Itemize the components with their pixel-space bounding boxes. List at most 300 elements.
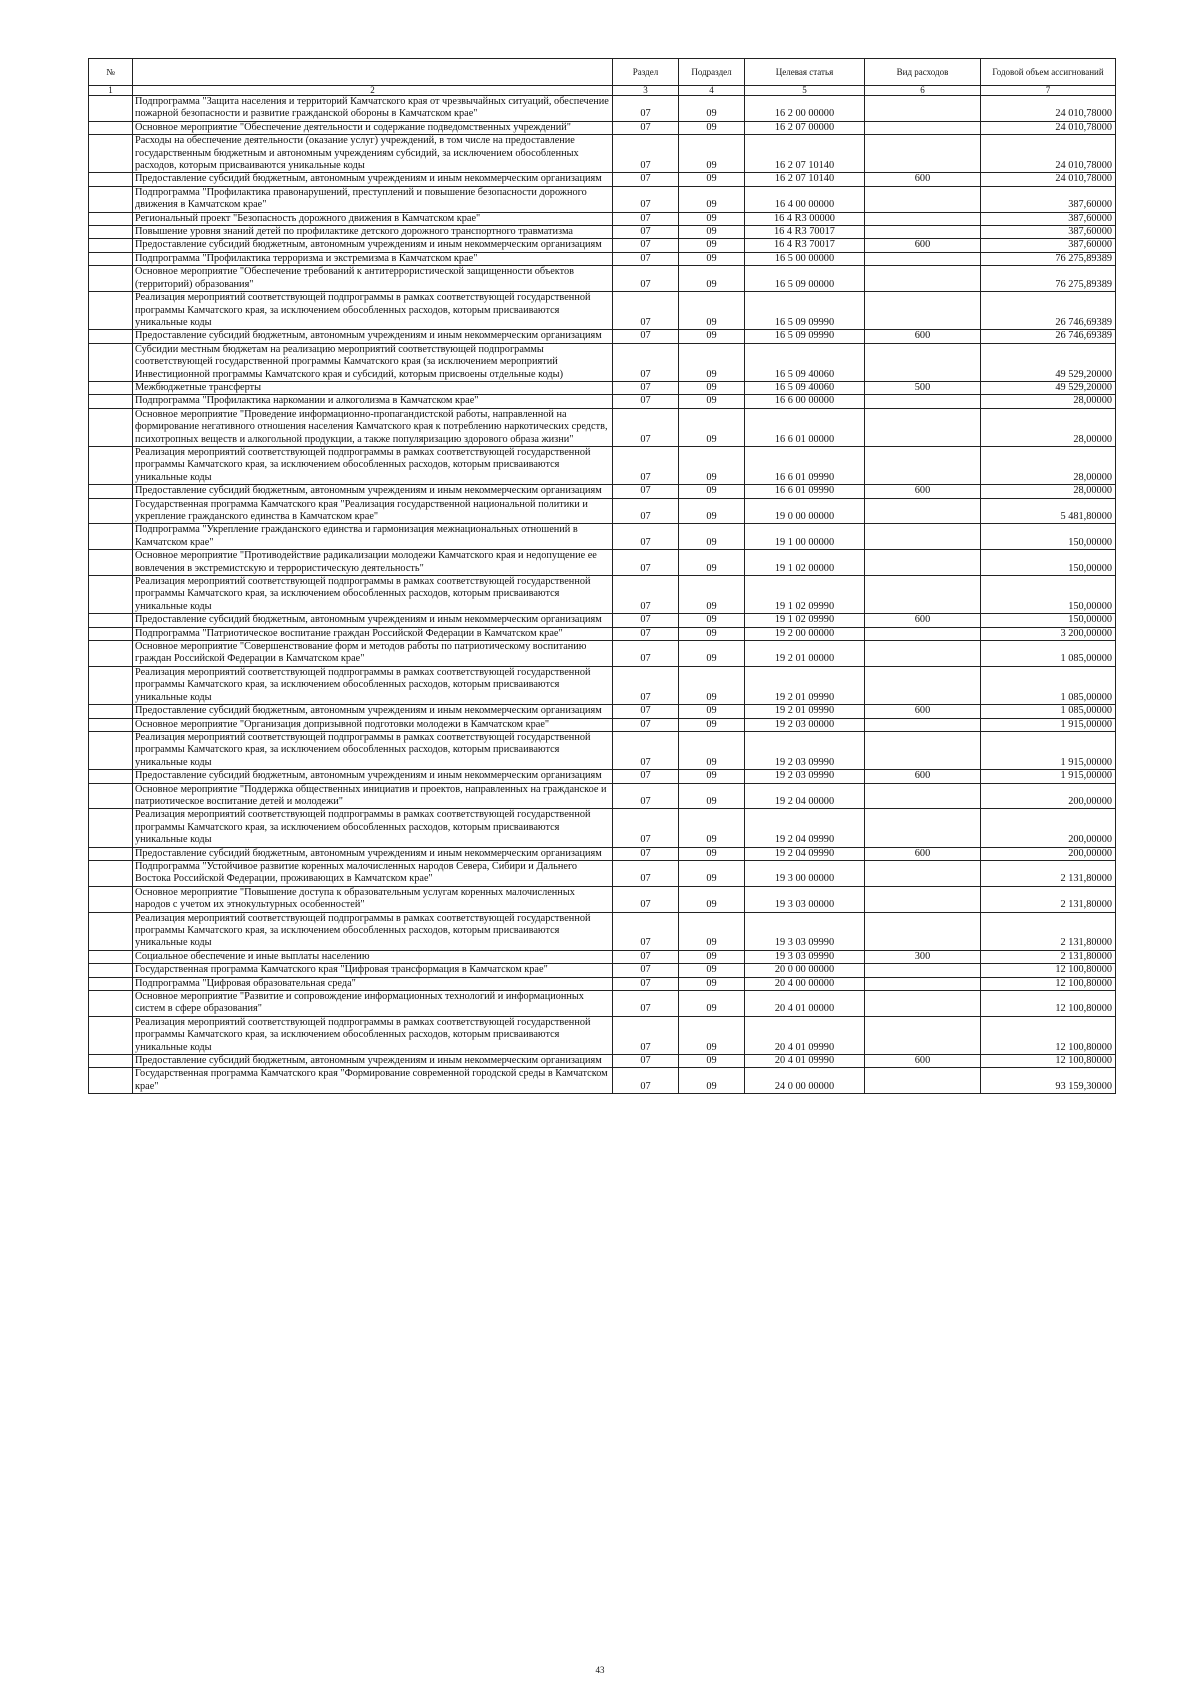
row-number-cell — [89, 627, 133, 640]
header-name — [133, 59, 613, 86]
row-target-cell: 20 0 00 00000 — [745, 964, 865, 977]
row-razdel-cell: 07 — [613, 239, 679, 252]
row-razdel-cell: 07 — [613, 576, 679, 614]
row-target-cell: 16 4 R3 70017 — [745, 239, 865, 252]
row-razdel-cell: 07 — [613, 212, 679, 225]
row-number-cell — [89, 964, 133, 977]
row-razdel-cell: 07 — [613, 330, 679, 343]
row-name-cell: Региональный проект "Безопасность дорожного движения в Камчатском крае" — [133, 212, 613, 225]
row-vid-cell — [865, 395, 981, 408]
row-amount-cell: 387,60000 — [981, 226, 1116, 239]
table-row — [89, 524, 1116, 550]
row-podrazdel-cell: 09 — [679, 1016, 745, 1054]
row-target-cell: 16 2 07 10140 — [745, 135, 865, 173]
row-amount-cell: 1 915,00000 — [981, 731, 1116, 769]
row-amount-cell: 200,00000 — [981, 783, 1116, 809]
row-razdel-cell: 07 — [613, 498, 679, 524]
header-vid: Вид расходов — [865, 59, 981, 86]
row-amount-cell: 3 200,00000 — [981, 627, 1116, 640]
header-razdel: Раздел — [613, 59, 679, 86]
row-vid-cell — [865, 266, 981, 292]
row-target-cell: 19 3 00 00000 — [745, 860, 865, 886]
row-podrazdel-cell: 09 — [679, 524, 745, 550]
row-vid-cell: 600 — [865, 1055, 981, 1068]
row-vid-cell — [865, 252, 981, 265]
row-name-cell: Повышение уровня знаний детей по профилактике детского дорожного транспортного травматизма — [133, 226, 613, 239]
row-podrazdel-cell: 09 — [679, 343, 745, 381]
column-number: 6 — [865, 86, 981, 96]
row-vid-cell — [865, 627, 981, 640]
row-razdel-cell: 07 — [613, 395, 679, 408]
table-row — [89, 783, 1116, 809]
row-podrazdel-cell: 09 — [679, 212, 745, 225]
row-razdel-cell: 07 — [613, 1068, 679, 1094]
table-row — [89, 991, 1116, 1017]
row-razdel-cell: 07 — [613, 292, 679, 330]
row-vid-cell — [865, 212, 981, 225]
row-target-cell: 16 2 07 10140 — [745, 173, 865, 186]
row-name-cell: Предоставление субсидий бюджетным, автономным учреждениям и иным некоммерческим организациям — [133, 173, 613, 186]
row-razdel-cell: 07 — [613, 485, 679, 498]
row-target-cell: 19 2 01 09990 — [745, 705, 865, 718]
row-target-cell: 24 0 00 00000 — [745, 1068, 865, 1094]
row-number-cell — [89, 783, 133, 809]
document-page — [88, 58, 1115, 1094]
row-target-cell: 16 5 09 00000 — [745, 266, 865, 292]
row-podrazdel-cell: 09 — [679, 666, 745, 704]
row-target-cell: 19 1 02 09990 — [745, 614, 865, 627]
row-number-cell — [89, 991, 133, 1017]
row-number-cell — [89, 485, 133, 498]
row-name-cell: Реализация мероприятий соответствующей подпрограммы в рамках соответствующей государственной программы Камчатского края, за исключением обособленных расходов, которым присваиваются уникальные коды — [133, 731, 613, 769]
row-number-cell — [89, 809, 133, 847]
row-razdel-cell: 07 — [613, 783, 679, 809]
row-number-cell — [89, 252, 133, 265]
row-name-cell: Предоставление субсидий бюджетным, автономным учреждениям и иным некоммерческим организациям — [133, 705, 613, 718]
row-vid-cell — [865, 550, 981, 576]
row-razdel-cell: 07 — [613, 446, 679, 484]
row-vid-cell — [865, 576, 981, 614]
table-row — [89, 343, 1116, 381]
table-row — [89, 1055, 1116, 1068]
row-vid-cell — [865, 446, 981, 484]
table-row — [89, 550, 1116, 576]
table-row — [89, 860, 1116, 886]
row-razdel-cell: 07 — [613, 977, 679, 990]
row-target-cell: 16 4 00 00000 — [745, 186, 865, 212]
row-target-cell: 16 4 R3 70017 — [745, 226, 865, 239]
row-amount-cell: 2 131,80000 — [981, 950, 1116, 963]
row-number-cell — [89, 498, 133, 524]
row-name-cell: Основное мероприятие "Обеспечение деятельности и содержание подведомственных учреждений" — [133, 121, 613, 134]
row-podrazdel-cell: 09 — [679, 627, 745, 640]
row-number-cell — [89, 1016, 133, 1054]
column-number-row — [89, 86, 1116, 96]
row-amount-cell: 12 100,80000 — [981, 977, 1116, 990]
row-razdel-cell: 07 — [613, 173, 679, 186]
row-podrazdel-cell: 09 — [679, 1055, 745, 1068]
row-podrazdel-cell: 09 — [679, 770, 745, 783]
table-row — [89, 186, 1116, 212]
row-name-cell: Предоставление субсидий бюджетным, автономным учреждениям и иным некоммерческим организациям — [133, 239, 613, 252]
row-podrazdel-cell: 09 — [679, 809, 745, 847]
row-name-cell: Подпрограмма "Устойчивое развитие коренных малочисленных народов Севера, Сибири и Дальнего Востока Российской Федерации, проживающих в Камчатском крае" — [133, 860, 613, 886]
row-name-cell: Основное мероприятие "Организация допризывной подготовки молодежи в Камчатском крае" — [133, 718, 613, 731]
row-name-cell: Предоставление субсидий бюджетным, автономным учреждениям и иным некоммерческим организациям — [133, 614, 613, 627]
row-razdel-cell: 07 — [613, 991, 679, 1017]
row-podrazdel-cell: 09 — [679, 964, 745, 977]
row-podrazdel-cell: 09 — [679, 731, 745, 769]
row-number-cell — [89, 705, 133, 718]
column-number: 3 — [613, 86, 679, 96]
row-amount-cell: 5 481,80000 — [981, 498, 1116, 524]
row-target-cell: 16 5 09 40060 — [745, 381, 865, 394]
row-number-cell — [89, 614, 133, 627]
row-number-cell — [89, 96, 133, 122]
row-vid-cell: 300 — [865, 950, 981, 963]
row-target-cell: 19 2 04 09990 — [745, 847, 865, 860]
row-name-cell: Подпрограмма "Укрепление гражданского единства и гармонизация межнациональных отношений в Камчатском крае" — [133, 524, 613, 550]
row-podrazdel-cell: 09 — [679, 718, 745, 731]
row-vid-cell — [865, 1068, 981, 1094]
row-podrazdel-cell: 09 — [679, 96, 745, 122]
row-target-cell: 19 3 03 09990 — [745, 912, 865, 950]
row-target-cell: 19 0 00 00000 — [745, 498, 865, 524]
row-name-cell: Реализация мероприятий соответствующей подпрограммы в рамках соответствующей государственной программы Камчатского края, за исключением обособленных расходов, которым присваиваются уникальные коды — [133, 1016, 613, 1054]
page-number: 43 — [595, 1665, 605, 1675]
row-amount-cell: 12 100,80000 — [981, 964, 1116, 977]
row-razdel-cell: 07 — [613, 705, 679, 718]
row-target-cell: 16 2 07 00000 — [745, 121, 865, 134]
row-amount-cell: 24 010,78000 — [981, 173, 1116, 186]
row-name-cell: Социальное обеспечение и иные выплаты населению — [133, 950, 613, 963]
table-row — [89, 226, 1116, 239]
row-amount-cell: 28,00000 — [981, 485, 1116, 498]
row-number-cell — [89, 912, 133, 950]
row-number-cell — [89, 446, 133, 484]
table-row — [89, 395, 1116, 408]
row-amount-cell: 76 275,89389 — [981, 252, 1116, 265]
budget-table — [88, 58, 1116, 1094]
row-podrazdel-cell: 09 — [679, 226, 745, 239]
row-razdel-cell: 07 — [613, 121, 679, 134]
row-target-cell: 19 1 00 00000 — [745, 524, 865, 550]
row-amount-cell: 26 746,69389 — [981, 292, 1116, 330]
row-podrazdel-cell: 09 — [679, 977, 745, 990]
row-amount-cell: 49 529,20000 — [981, 381, 1116, 394]
row-number-cell — [89, 977, 133, 990]
row-number-cell — [89, 212, 133, 225]
table-row — [89, 718, 1116, 731]
row-vid-cell — [865, 1016, 981, 1054]
row-razdel-cell: 07 — [613, 135, 679, 173]
column-number: 5 — [745, 86, 865, 96]
row-podrazdel-cell: 09 — [679, 266, 745, 292]
row-target-cell: 19 1 02 00000 — [745, 550, 865, 576]
row-number-cell — [89, 292, 133, 330]
table-row — [89, 886, 1116, 912]
row-razdel-cell: 07 — [613, 1055, 679, 1068]
row-razdel-cell: 07 — [613, 886, 679, 912]
table-row — [89, 809, 1116, 847]
row-target-cell: 20 4 01 09990 — [745, 1055, 865, 1068]
row-name-cell: Основное мероприятие "Развитие и сопровождение информационных технологий и информационных систем в сфере образования" — [133, 991, 613, 1017]
row-vid-cell: 600 — [865, 330, 981, 343]
row-podrazdel-cell: 09 — [679, 498, 745, 524]
row-target-cell: 19 3 03 09990 — [745, 950, 865, 963]
row-vid-cell: 600 — [865, 485, 981, 498]
row-razdel-cell: 07 — [613, 641, 679, 667]
row-amount-cell: 26 746,69389 — [981, 330, 1116, 343]
row-amount-cell: 387,60000 — [981, 212, 1116, 225]
row-number-cell — [89, 330, 133, 343]
row-number-cell — [89, 576, 133, 614]
row-amount-cell: 24 010,78000 — [981, 121, 1116, 134]
row-podrazdel-cell: 09 — [679, 1068, 745, 1094]
row-number-cell — [89, 266, 133, 292]
row-name-cell: Реализация мероприятий соответствующей подпрограммы в рамках соответствующей государственной программы Камчатского края, за исключением обособленных расходов, которым присваиваются уникальные коды — [133, 576, 613, 614]
row-podrazdel-cell: 09 — [679, 641, 745, 667]
row-target-cell: 16 5 09 09990 — [745, 292, 865, 330]
row-razdel-cell: 07 — [613, 718, 679, 731]
row-number-cell — [89, 408, 133, 446]
row-vid-cell — [865, 96, 981, 122]
row-podrazdel-cell: 09 — [679, 121, 745, 134]
row-vid-cell: 600 — [865, 614, 981, 627]
row-name-cell: Реализация мероприятий соответствующей подпрограммы в рамках соответствующей государственной программы Камчатского края, за исключением обособленных расходов, которым присваиваются уникальные коды — [133, 446, 613, 484]
row-razdel-cell: 07 — [613, 964, 679, 977]
row-name-cell: Основное мероприятие "Повышение доступа к образовательным услугам коренных малочисленных народов с учетом их этнокультурных особенностей" — [133, 886, 613, 912]
row-razdel-cell: 07 — [613, 266, 679, 292]
row-vid-cell: 600 — [865, 705, 981, 718]
row-name-cell: Подпрограмма "Профилактика наркомании и алкоголизма в Камчатском крае" — [133, 395, 613, 408]
row-number-cell — [89, 226, 133, 239]
row-number-cell — [89, 550, 133, 576]
row-target-cell: 16 5 09 09990 — [745, 330, 865, 343]
row-razdel-cell: 07 — [613, 550, 679, 576]
table-row — [89, 705, 1116, 718]
row-number-cell — [89, 239, 133, 252]
row-vid-cell — [865, 860, 981, 886]
row-razdel-cell: 07 — [613, 770, 679, 783]
row-podrazdel-cell: 09 — [679, 381, 745, 394]
row-number-cell — [89, 135, 133, 173]
row-amount-cell: 93 159,30000 — [981, 1068, 1116, 1094]
row-podrazdel-cell: 09 — [679, 252, 745, 265]
table-row — [89, 292, 1116, 330]
row-razdel-cell: 07 — [613, 950, 679, 963]
row-amount-cell: 150,00000 — [981, 576, 1116, 614]
row-number-cell — [89, 186, 133, 212]
row-razdel-cell: 07 — [613, 408, 679, 446]
table-row — [89, 964, 1116, 977]
row-vid-cell: 600 — [865, 847, 981, 860]
table-row — [89, 252, 1116, 265]
row-vid-cell: 600 — [865, 239, 981, 252]
row-razdel-cell: 07 — [613, 96, 679, 122]
row-podrazdel-cell: 09 — [679, 912, 745, 950]
table-row — [89, 173, 1116, 186]
row-vid-cell — [865, 964, 981, 977]
row-amount-cell: 2 131,80000 — [981, 860, 1116, 886]
row-amount-cell: 28,00000 — [981, 446, 1116, 484]
row-vid-cell — [865, 186, 981, 212]
row-podrazdel-cell: 09 — [679, 847, 745, 860]
row-target-cell: 19 2 00 00000 — [745, 627, 865, 640]
row-amount-cell: 28,00000 — [981, 395, 1116, 408]
row-target-cell: 16 6 01 09990 — [745, 485, 865, 498]
row-name-cell: Межбюджетные трансферты — [133, 381, 613, 394]
row-vid-cell: 600 — [865, 173, 981, 186]
row-razdel-cell: 07 — [613, 381, 679, 394]
table-row — [89, 641, 1116, 667]
row-amount-cell: 2 131,80000 — [981, 886, 1116, 912]
row-name-cell: Государственная программа Камчатского края "Цифровая трансформация в Камчатском крае" — [133, 964, 613, 977]
row-vid-cell: 500 — [865, 381, 981, 394]
row-target-cell: 20 4 01 09990 — [745, 1016, 865, 1054]
table-row — [89, 498, 1116, 524]
row-name-cell: Предоставление субсидий бюджетным, автономным учреждениям и иным некоммерческим организациям — [133, 1055, 613, 1068]
row-name-cell: Предоставление субсидий бюджетным, автономным учреждениям и иным некоммерческим организациям — [133, 485, 613, 498]
table-row — [89, 408, 1116, 446]
row-number-cell — [89, 641, 133, 667]
row-amount-cell: 1 085,00000 — [981, 705, 1116, 718]
row-name-cell: Основное мероприятие "Проведение информационно-пропагандистской работы, направленной на формирование негативного отношения населения Камчатского края к потреблению наркотических средств, психотропных веществ и алкогольной продукции, а также популяризацию здорового образа жизни" — [133, 408, 613, 446]
table-row — [89, 950, 1116, 963]
row-number-cell — [89, 718, 133, 731]
table-row — [89, 977, 1116, 990]
table-header-row — [89, 59, 1116, 86]
row-target-cell: 19 2 04 00000 — [745, 783, 865, 809]
row-vid-cell — [865, 408, 981, 446]
row-razdel-cell: 07 — [613, 614, 679, 627]
row-name-cell: Основное мероприятие "Поддержка общественных инициатив и проектов, направленных на гражданское и патриотическое воспитание детей и молодежи" — [133, 783, 613, 809]
row-podrazdel-cell: 09 — [679, 886, 745, 912]
row-vid-cell — [865, 718, 981, 731]
row-number-cell — [89, 121, 133, 134]
row-vid-cell — [865, 524, 981, 550]
header-target: Целевая статья — [745, 59, 865, 86]
row-razdel-cell: 07 — [613, 860, 679, 886]
row-razdel-cell: 07 — [613, 1016, 679, 1054]
row-number-cell — [89, 666, 133, 704]
row-target-cell: 16 6 01 09990 — [745, 446, 865, 484]
row-razdel-cell: 07 — [613, 731, 679, 769]
row-vid-cell — [865, 977, 981, 990]
row-vid-cell — [865, 498, 981, 524]
row-podrazdel-cell: 09 — [679, 408, 745, 446]
row-number-cell — [89, 886, 133, 912]
row-number-cell — [89, 524, 133, 550]
header-podrazdel: Подраздел — [679, 59, 745, 86]
row-amount-cell: 150,00000 — [981, 550, 1116, 576]
row-number-cell — [89, 343, 133, 381]
row-podrazdel-cell: 09 — [679, 576, 745, 614]
table-row — [89, 666, 1116, 704]
column-number: 1 — [89, 86, 133, 96]
row-vid-cell — [865, 343, 981, 381]
row-amount-cell: 49 529,20000 — [981, 343, 1116, 381]
table-row — [89, 627, 1116, 640]
row-name-cell: Реализация мероприятий соответствующей подпрограммы в рамках соответствующей государственной программы Камчатского края, за исключением обособленных расходов, которым присваиваются уникальные коды — [133, 912, 613, 950]
row-podrazdel-cell: 09 — [679, 614, 745, 627]
row-vid-cell — [865, 121, 981, 134]
row-amount-cell: 387,60000 — [981, 186, 1116, 212]
row-razdel-cell: 07 — [613, 524, 679, 550]
row-name-cell: Подпрограмма "Защита населения и территорий Камчатского края от чрезвычайных ситуаций, обеспечение пожарной безопасности и развитие гражданской обороны в Камчатском крае" — [133, 96, 613, 122]
row-amount-cell: 200,00000 — [981, 809, 1116, 847]
table-row — [89, 614, 1116, 627]
row-razdel-cell: 07 — [613, 912, 679, 950]
row-amount-cell: 1 915,00000 — [981, 718, 1116, 731]
row-amount-cell: 12 100,80000 — [981, 991, 1116, 1017]
row-razdel-cell: 07 — [613, 343, 679, 381]
row-name-cell: Субсидии местным бюджетам на реализацию мероприятий соответствующей подпрограммы соответствующей государственной программы Камчатского края (за исключением мероприятий Инвестиционной программы Камчатского края и субсидий, которым присвоены отдельные коды) — [133, 343, 613, 381]
row-podrazdel-cell: 09 — [679, 860, 745, 886]
row-number-cell — [89, 860, 133, 886]
row-name-cell: Подпрограмма "Профилактика правонарушений, преступлений и повышение безопасности дорожного движения в Камчатском крае" — [133, 186, 613, 212]
row-name-cell: Государственная программа Камчатского края "Формирование современной городской среды в Камчатском крае" — [133, 1068, 613, 1094]
row-razdel-cell: 07 — [613, 226, 679, 239]
row-target-cell: 16 5 00 00000 — [745, 252, 865, 265]
row-target-cell: 19 2 03 00000 — [745, 718, 865, 731]
table-row — [89, 96, 1116, 122]
row-podrazdel-cell: 09 — [679, 292, 745, 330]
table-row — [89, 731, 1116, 769]
row-number-cell — [89, 770, 133, 783]
row-target-cell: 16 2 00 00000 — [745, 96, 865, 122]
row-razdel-cell: 07 — [613, 252, 679, 265]
row-vid-cell: 600 — [865, 770, 981, 783]
row-amount-cell: 1 085,00000 — [981, 641, 1116, 667]
row-podrazdel-cell: 09 — [679, 550, 745, 576]
row-name-cell: Расходы на обеспечение деятельности (оказание услуг) учреждений, в том числе на предоставление государственным бюджетным и автономным учреждениям субсидий, за исключением обособленных расходов, которым присваиваются уникальные коды — [133, 135, 613, 173]
row-amount-cell: 24 010,78000 — [981, 135, 1116, 173]
row-name-cell: Подпрограмма "Профилактика терроризма и экстремизма в Камчатском крае" — [133, 252, 613, 265]
header-amount: Годовой объем ассигнований — [981, 59, 1116, 86]
row-number-cell — [89, 950, 133, 963]
row-podrazdel-cell: 09 — [679, 395, 745, 408]
row-name-cell: Предоставление субсидий бюджетным, автономным учреждениям и иным некоммерческим организациям — [133, 847, 613, 860]
table-row — [89, 847, 1116, 860]
row-vid-cell — [865, 135, 981, 173]
table-row — [89, 770, 1116, 783]
row-name-cell: Основное мероприятие "Совершенствование форм и методов работы по патриотическому воспитанию граждан Российской Федерации в Камчатском крае" — [133, 641, 613, 667]
column-number: 4 — [679, 86, 745, 96]
table-row — [89, 446, 1116, 484]
row-name-cell: Предоставление субсидий бюджетным, автономным учреждениям и иным некоммерческим организациям — [133, 770, 613, 783]
row-razdel-cell: 07 — [613, 186, 679, 212]
row-target-cell: 19 2 03 09990 — [745, 770, 865, 783]
table-body — [89, 96, 1116, 1094]
row-amount-cell: 2 131,80000 — [981, 912, 1116, 950]
row-name-cell: Реализация мероприятий соответствующей подпрограммы в рамках соответствующей государственной программы Камчатского края, за исключением обособленных расходов, которым присваиваются уникальные коды — [133, 666, 613, 704]
row-razdel-cell: 07 — [613, 666, 679, 704]
row-amount-cell: 387,60000 — [981, 239, 1116, 252]
row-amount-cell: 200,00000 — [981, 847, 1116, 860]
column-number: 7 — [981, 86, 1116, 96]
row-razdel-cell: 07 — [613, 809, 679, 847]
row-vid-cell — [865, 783, 981, 809]
row-target-cell: 16 5 09 40060 — [745, 343, 865, 381]
row-number-cell — [89, 1055, 133, 1068]
row-name-cell: Реализация мероприятий соответствующей подпрограммы в рамках соответствующей государственной программы Камчатского края, за исключением обособленных расходов, которым присваиваются уникальные коды — [133, 809, 613, 847]
row-vid-cell — [865, 912, 981, 950]
row-number-cell — [89, 847, 133, 860]
header-no: № — [89, 59, 133, 86]
row-target-cell: 16 6 01 00000 — [745, 408, 865, 446]
row-vid-cell — [865, 666, 981, 704]
